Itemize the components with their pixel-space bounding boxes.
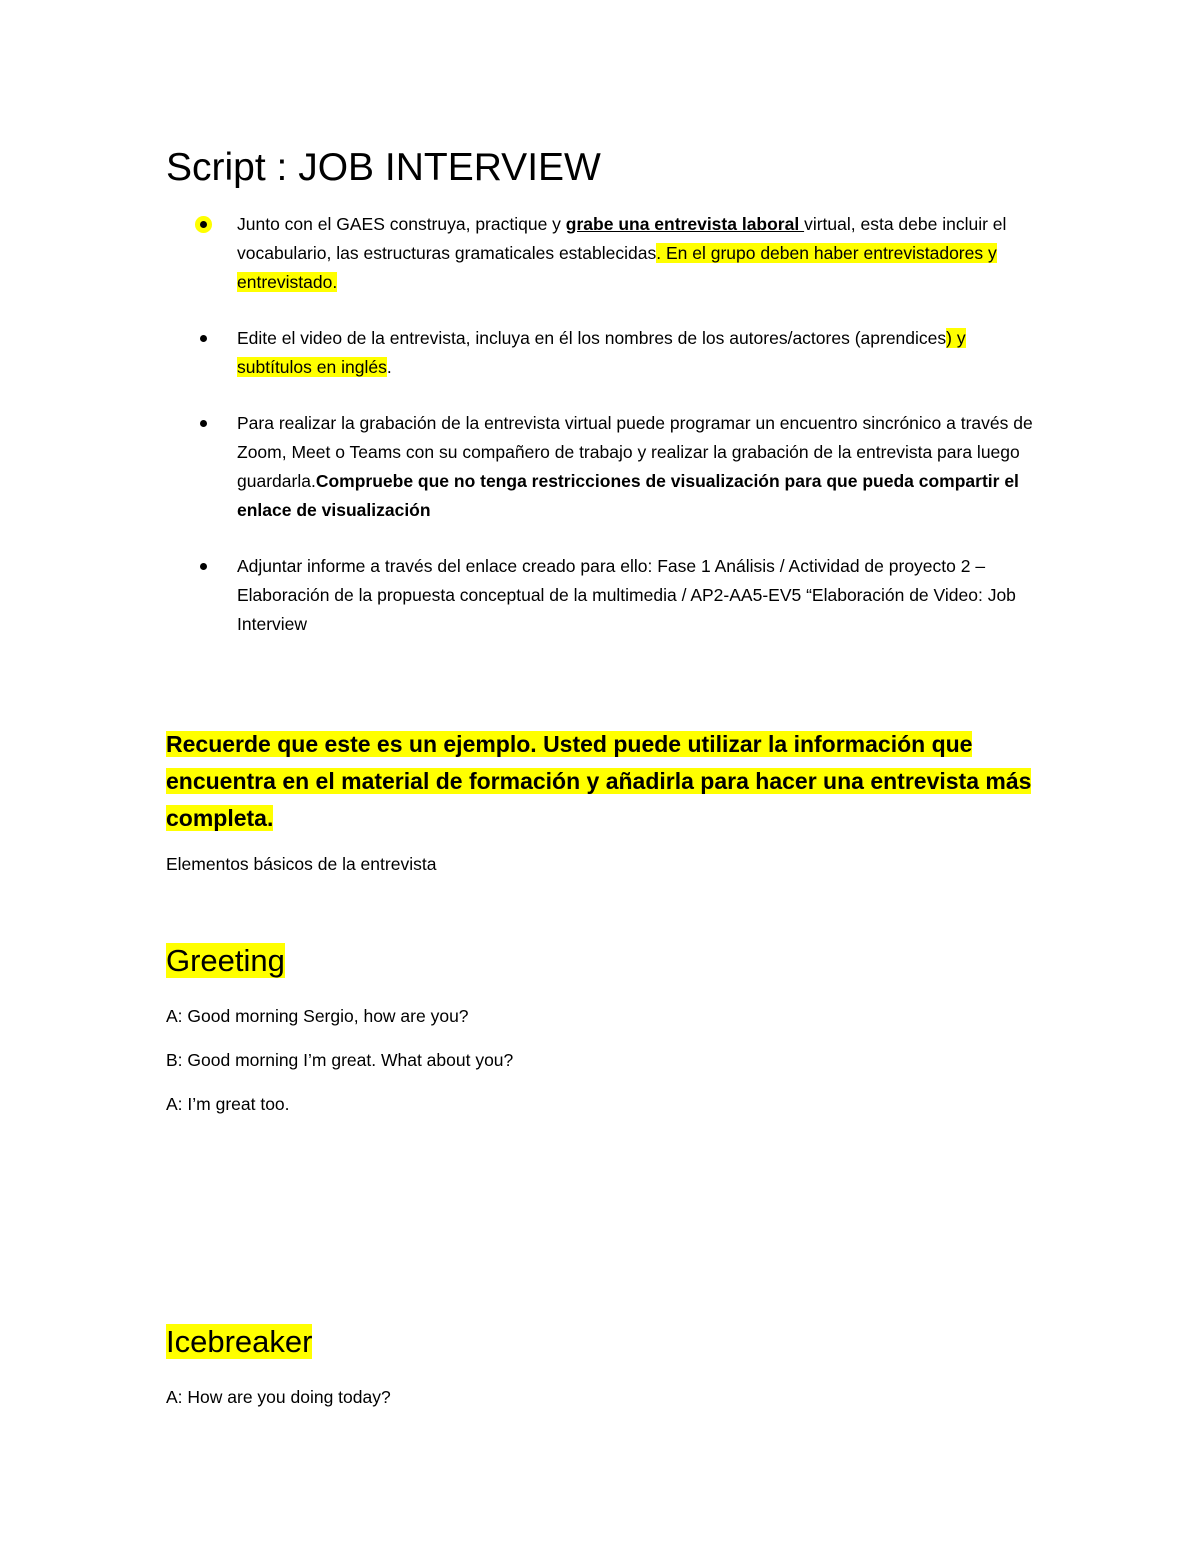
icebreaker-heading: Icebreaker — [166, 1324, 313, 1359]
bullet-icon — [200, 420, 207, 427]
item-text: Para realizar la grabación de la entrevista virtual puede programar un encuentro sincrónico a través de Zoom, Meet o Teams con su compañero de trabajo y realizar la grabación de la entrevista para luego guardarla.Compruebe que no tenga restricciones de visualización para que pueda compartir el enlace de visualización — [237, 413, 1033, 520]
instruction-list — [200, 210, 1040, 666]
dialogue-line: A: I’m great too. — [166, 1094, 290, 1114]
dialogue-line: A: Good morning Sergio, how are you? — [166, 1006, 469, 1026]
list-item — [200, 409, 1040, 525]
dialogue-line: B: Good morning I’m great. What about you? — [166, 1050, 514, 1070]
bullet-icon — [200, 563, 207, 570]
page-title: Script : JOB INTERVIEW — [166, 146, 601, 189]
section-subtitle: Elementos básicos de la entrevista — [166, 854, 437, 874]
bullet-icon — [200, 335, 207, 342]
greeting-heading: Greeting — [166, 943, 285, 978]
list-item — [200, 552, 1040, 639]
item-text: Edite el video de la entrevista, incluya en él los nombres de los autores/actores (aprendices) y subtítulos en inglés. — [237, 328, 966, 377]
item-text: Junto con el GAES construya, practique y grabe una entrevista laboral virtual, esta debe incluir el vocabulario, las estructuras gramaticales establecidas. En el grupo deben haber entrevistadores y entrevistado. — [237, 214, 1007, 292]
item-text: Adjuntar informe a través del enlace creado para ello: Fase 1 Análisis / Actividad de proyecto 2 – Elaboración de la propuesta conceptual de la multimedia / AP2-AA5-EV5 “Elaboración de Video: Job Interview — [237, 556, 1016, 634]
list-item — [200, 324, 1040, 382]
bullet-icon — [200, 221, 207, 228]
dialogue-line: A: How are you doing today? — [166, 1387, 391, 1407]
list-item — [200, 210, 1040, 297]
highlighted-note: Recuerde que este es un ejemplo. Usted puede utilizar la información que encuentra en el material de formación y añadirla para hacer una entrevista más completa. — [166, 731, 1032, 831]
